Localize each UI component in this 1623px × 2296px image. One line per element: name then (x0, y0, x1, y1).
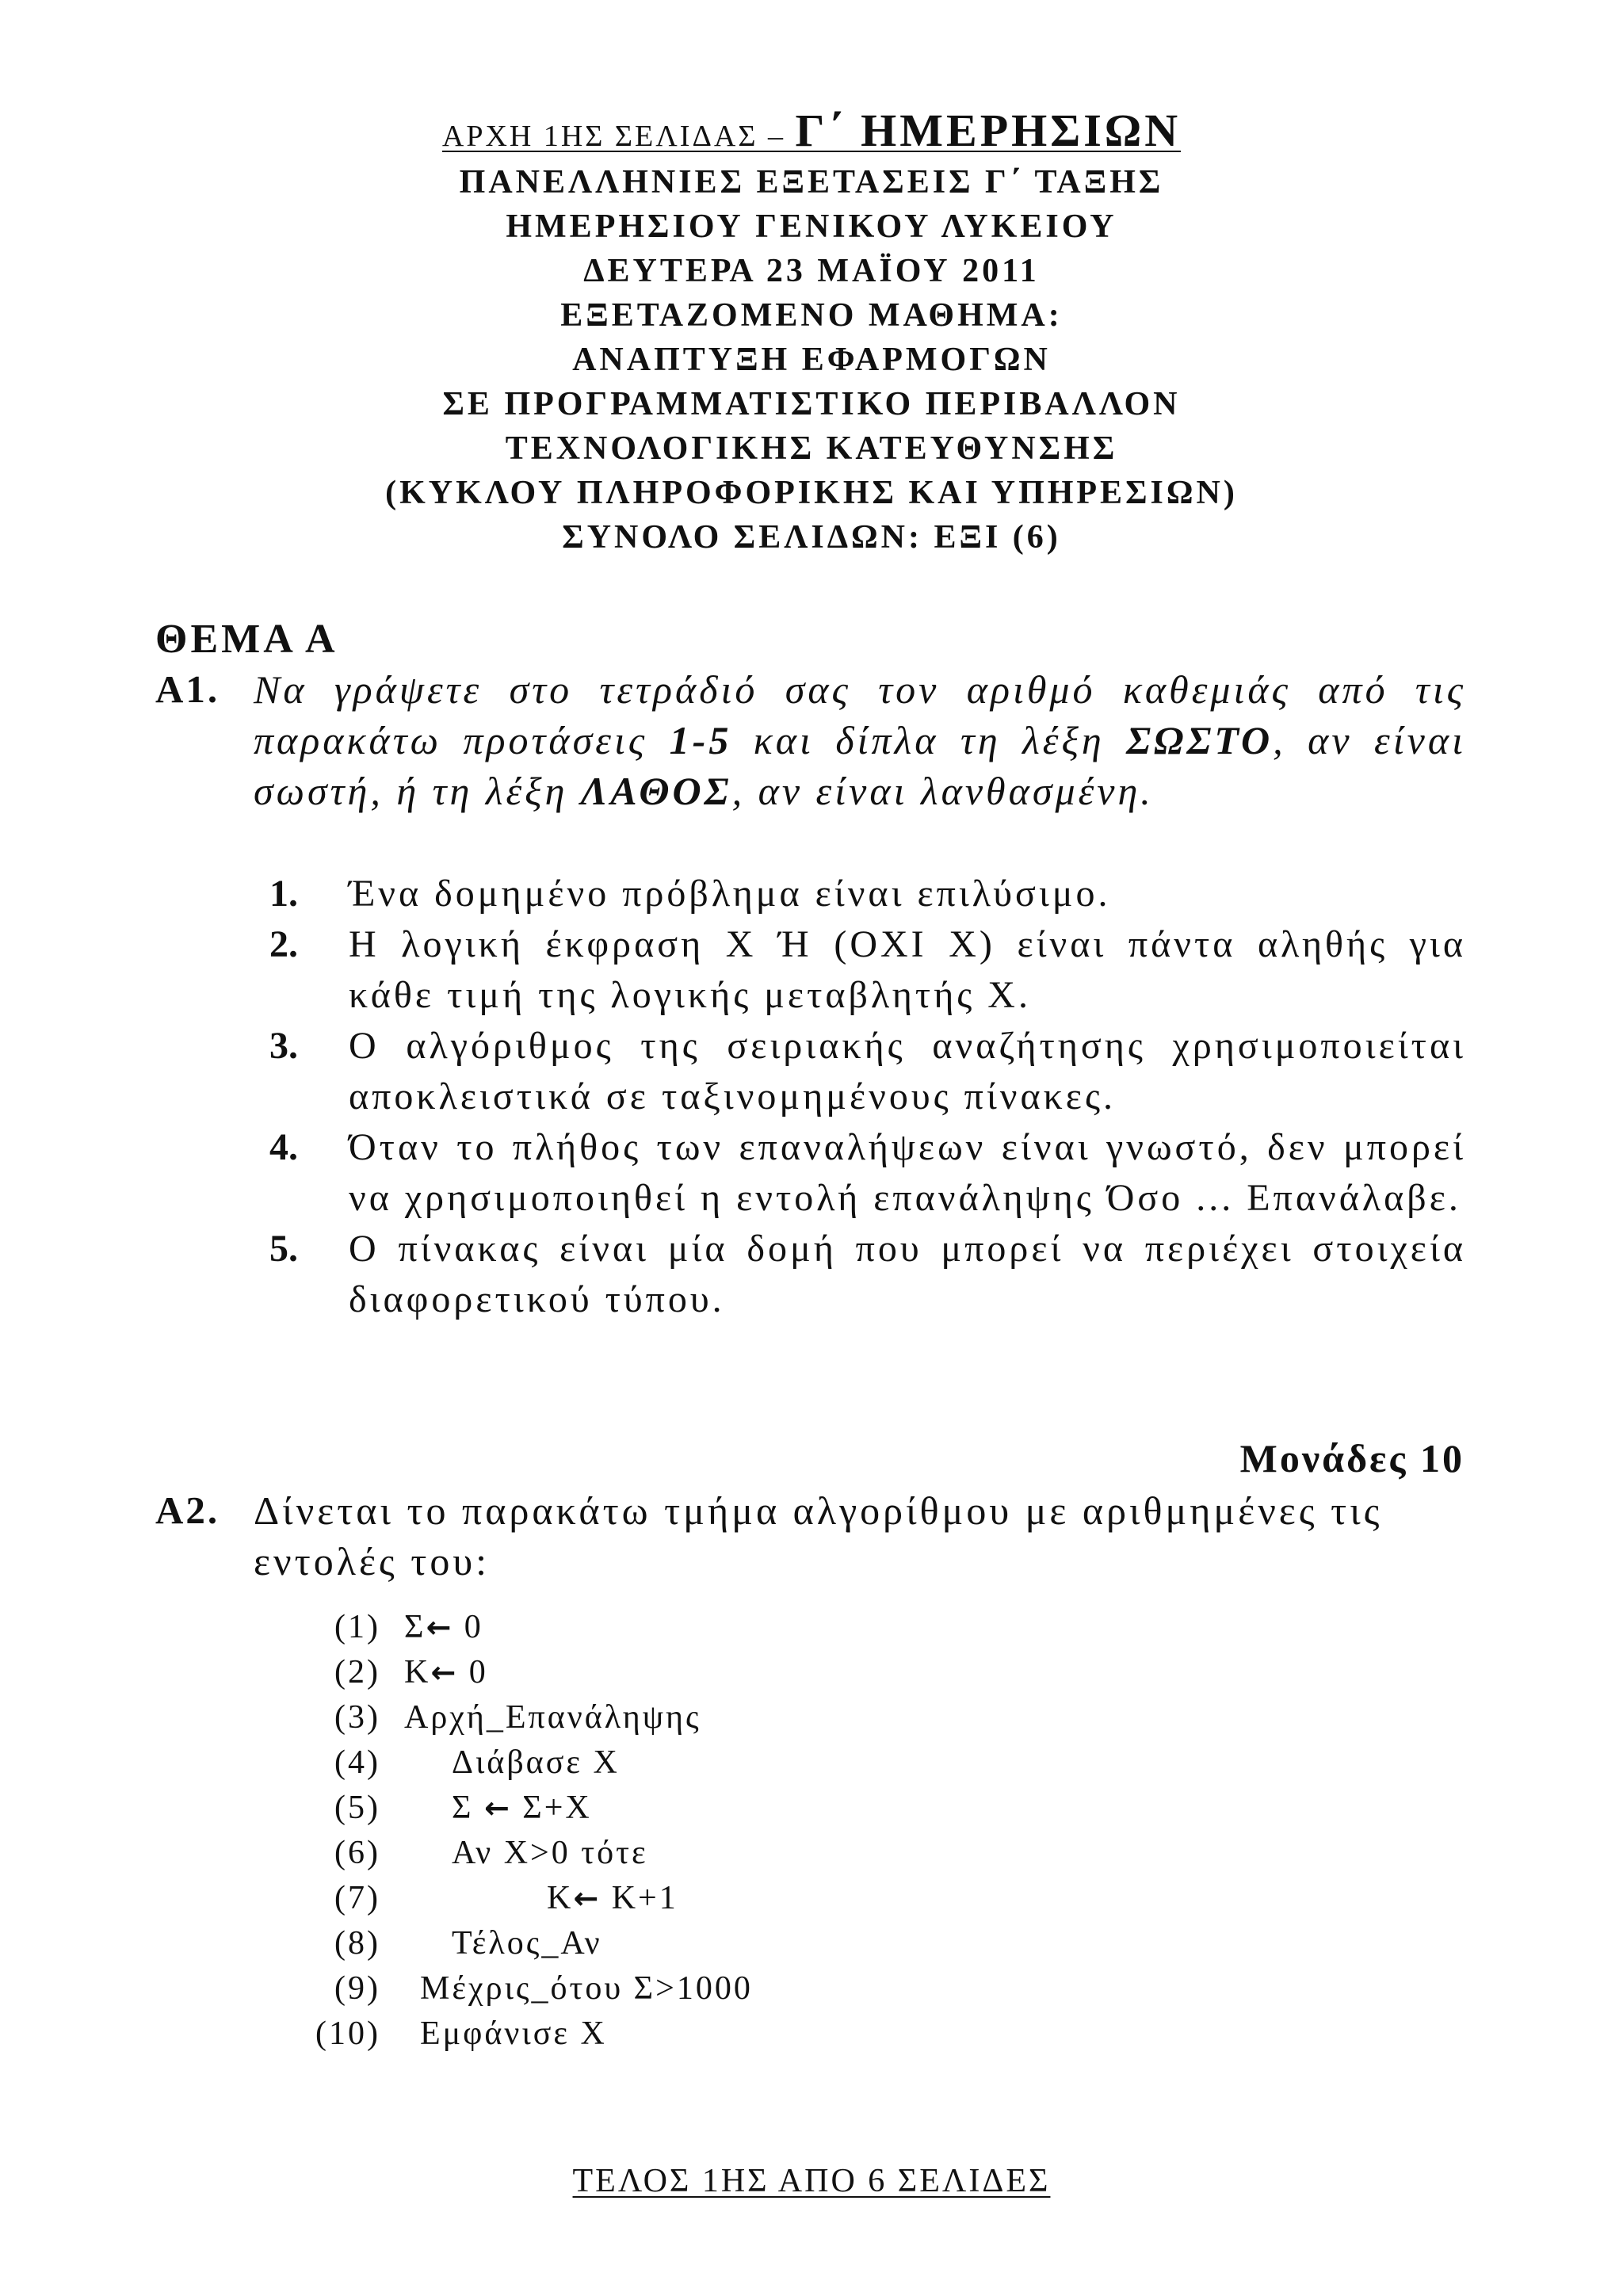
algorithm-line (309, 1966, 753, 2011)
a1-text-part-3: , αν είναι σωστή, ή τη λέξη (254, 718, 1466, 813)
line-number: (1) (334, 1609, 380, 1645)
algorithm-line (309, 1650, 488, 1695)
assign-arrow-icon: ← (426, 1610, 454, 1645)
list-item (269, 869, 1466, 919)
a1-text-bold-correct: ΣΩΣΤΟ (1126, 718, 1274, 762)
header-page-label: ΑΡΧΗ 1ΗΣ ΣΕΛΙΔΑΣ – (441, 120, 796, 153)
line-code: Κ← 0 (404, 1654, 488, 1690)
header-line-8: (ΚΥΚΛΟΥ ΠΛΗΡΟΦΟΡΙΚΗΣ ΚΑΙ ΥΠΗΡΕΣΙΩΝ) (385, 475, 1238, 511)
algorithm-line (309, 1786, 592, 1831)
line-code: Μέχρις_ότου Σ>1000 (420, 1970, 753, 2007)
question-a2-label: Α2. (155, 1488, 220, 1532)
line-code: Σ ← Σ+Χ (452, 1790, 592, 1826)
a1-text-bold-range: 1-5 (669, 718, 732, 762)
header-line-9: ΣΥΝΟΛΟ ΣΕΛΙΔΩΝ: ΕΞΙ (6) (562, 519, 1061, 556)
statement-text: Ο αλγόριθμος της σειριακής αναζήτησης χρησιμοποιείται αποκλειστικά σε ταξινομημένους πίνακες. (349, 1025, 1466, 1117)
assign-arrow-icon: ← (483, 1790, 512, 1825)
header-line-7: ΤΕΧΝΟΛΟΓΙΚΗΣ ΚΑΤΕΥΘΥΝΣΗΣ (505, 430, 1118, 467)
header-exam-type: Γ΄ ΗΜΕΡΗΣΙΩΝ (795, 105, 1182, 156)
statement-text: Η λογική έκφραση Χ Ή (ΟΧΙ Χ) είναι πάντα αληθής για κάθε τιμή της λογικής μεταβλητής Χ. (349, 923, 1466, 1016)
header-line-5: ΑΝΑΠΤΥΞΗ ΕΦΑΡΜΟΓΩΝ (572, 342, 1051, 378)
line-code: Τέλος_Αν (452, 1925, 602, 1962)
assign-arrow-icon: ← (573, 1881, 601, 1916)
header-line-6: ΣΕ ΠΡΟΓΡΑΜΜΑΤΙΣΤΙΚΟ ΠΕΡΙΒΑΛΛΟΝ (442, 386, 1181, 422)
statement-number: 3. (269, 1025, 298, 1067)
statement-number: 5. (269, 1228, 298, 1270)
line-code: Αν Χ>0 τότε (452, 1835, 648, 1871)
header-top-line (0, 101, 1623, 160)
section-title: ΘΕΜΑ Α (155, 617, 338, 662)
algorithm-line (309, 1921, 602, 1966)
line-code: Κ← Κ+1 (547, 1880, 678, 1916)
question-a2-text: Δίνεται το παρακάτω τμήμα αλγορίθμου με αριθμημένες τις εντολές του: (254, 1488, 1383, 1584)
line-code: Διάβασε Χ (452, 1744, 620, 1781)
a1-statement-list (269, 869, 1466, 1325)
algorithm-line (309, 1876, 678, 1921)
statement-number: 2. (269, 923, 298, 965)
algorithm-line (309, 1605, 483, 1650)
a1-marks: Μονάδες 10 (1239, 1436, 1465, 1480)
line-number: (9) (334, 1970, 380, 2007)
line-number: (2) (334, 1654, 380, 1690)
line-number: (8) (334, 1925, 380, 1962)
page-footer: ΤΕΛΟΣ 1ΗΣ ΑΠΟ 6 ΣΕΛΙΔΕΣ (572, 2163, 1051, 2199)
algorithm-listing (309, 1605, 753, 2057)
algorithm-line (309, 2011, 607, 2057)
list-item (269, 919, 1466, 1021)
line-number: (3) (334, 1699, 380, 1736)
line-code: Αρχή_Επανάληψης (404, 1699, 701, 1736)
line-code: Σ← 0 (404, 1609, 483, 1645)
statement-text: Όταν το πλήθος των επαναλήψεων είναι γνωστό, δεν μπορεί να χρησιμοποιηθεί η εντολή επανάληψης Όσο ... Επανάλαβε. (349, 1126, 1466, 1219)
statement-text: Ένα δομημένο πρόβλημα είναι επιλύσιμο. (349, 873, 1111, 915)
list-item (269, 1224, 1466, 1325)
algorithm-line (309, 1740, 620, 1786)
statement-text: Ο πίνακας είναι μία δομή που μπορεί να περιέχει στοιχεία διαφορετικού τύπου. (349, 1228, 1466, 1320)
header-line-4: ΕΞΕΤΑΖΟΜΕΝΟ ΜΑΘΗΜΑ: (560, 297, 1063, 334)
page-header (0, 101, 1623, 560)
header-line-1: ΠΑΝΕΛΛΗΝΙΕΣ ΕΞΕΤΑΣΕΙΣ Γ΄ ΤΑΞΗΣ (459, 164, 1164, 201)
list-item (269, 1122, 1466, 1224)
line-number: (6) (334, 1835, 380, 1871)
line-number: (4) (334, 1744, 380, 1781)
header-line-3: ΔΕΥΤΕΡΑ 23 ΜΑΪΟΥ 2011 (583, 253, 1040, 289)
header-top-underlined (441, 105, 1182, 156)
a1-text-part-1: Να γράψετε στο τετράδιό σας τον αριθμό καθεμιάς από τις παρακάτω προτάσεις (254, 667, 1466, 762)
question-a1-label: Α1. (155, 667, 220, 711)
line-number: (7) (334, 1880, 380, 1916)
line-code: Εμφάνισε Χ (420, 2015, 607, 2052)
a1-text-part-2: και δίπλα τη λέξη (731, 718, 1127, 762)
header-line-2: ΗΜΕΡΗΣΙΟΥ ΓΕΝΙΚΟΥ ΛΥΚΕΙΟΥ (506, 208, 1117, 245)
line-number: (10) (315, 2015, 380, 2052)
a1-text-bold-wrong: ΛΑΘΟΣ (580, 769, 732, 813)
line-number: (5) (334, 1790, 380, 1826)
statement-number: 1. (269, 873, 298, 915)
algorithm-line (309, 1695, 701, 1740)
algorithm-line (309, 1831, 648, 1876)
a1-text-part-4: , αν είναι λανθασμένη. (731, 769, 1154, 813)
list-item (269, 1021, 1466, 1122)
statement-number: 4. (269, 1126, 298, 1168)
assign-arrow-icon: ← (430, 1655, 459, 1690)
question-a1-text (254, 664, 1466, 816)
